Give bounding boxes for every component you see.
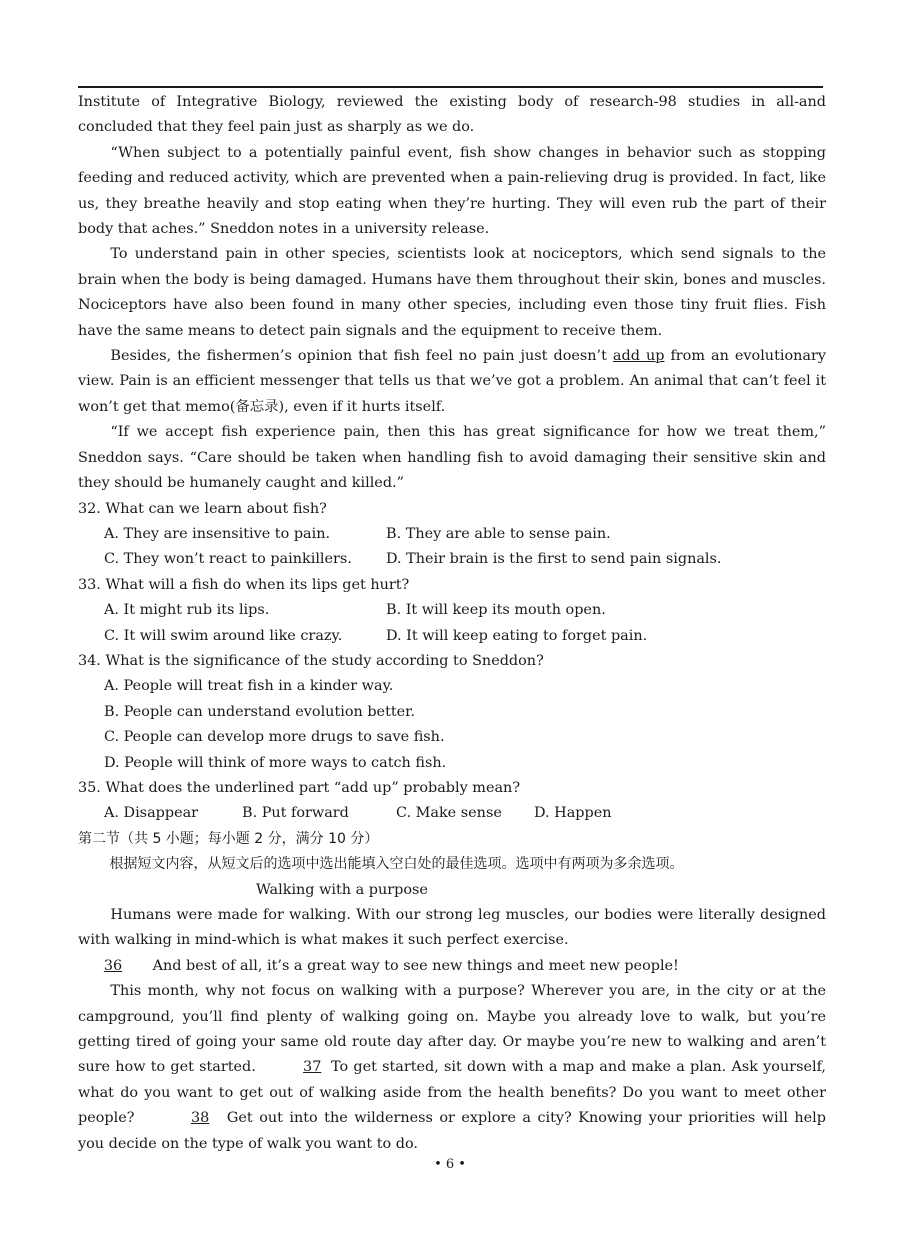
option-c: C. They won’t react to painkillers. xyxy=(104,551,352,568)
paragraph-text: Get out into the wilderness or explore a city? Knowing your priorities will help you decide on the type of walk you want to do. xyxy=(78,1110,826,1152)
option-row xyxy=(78,522,826,547)
option-c: C. People can develop more drugs to save fish. xyxy=(104,729,445,746)
paragraph-text: from an evolutionary view. Pain is an efficient messenger that tells us that we’ve got a problem. An animal that can’t feel it won’t get that memo(备忘录), even if it hurts itself. xyxy=(78,348,826,415)
option-b: B. It will keep its mouth open. xyxy=(386,602,606,619)
option-row xyxy=(78,598,826,623)
section-heading: 第二节（共 5 小题；每小题 2 分，满分 10 分） xyxy=(78,830,379,847)
question-stem: 32. What can we learn about fish? xyxy=(78,500,327,517)
option-b: B. People can understand evolution better. xyxy=(104,703,416,720)
option-b: B. They are able to sense pain. xyxy=(386,525,611,542)
option-a: A. It might rub its lips. xyxy=(104,602,270,619)
option-a: A. They are insensitive to pain. xyxy=(104,525,331,542)
paragraph-text: Besides, the fishermen’s opinion that fish feel no pain just doesn’t xyxy=(110,348,613,365)
passage-paragraph: “When subject to a potentially painful event, fish show changes in behavior such as stopping feeding and reduced activity, which are prevented when a pain-relieving drug is provided. In fact, like us, they breathe heavily and stop eating when they’re hurting. They will even rub the part of their body that aches.” Sneddon notes in a university release. xyxy=(78,144,826,238)
option-a: A. Disappear xyxy=(104,805,199,822)
question-stem: 35. What does the underlined part “add up” probably mean? xyxy=(78,779,521,796)
option-d: D. It will keep eating to forget pain. xyxy=(386,627,648,644)
exam-page xyxy=(78,90,826,1157)
underlined-phrase: add up xyxy=(612,348,665,365)
blank-36: 36 xyxy=(103,957,123,974)
section-instruction: 根据短文内容，从短文后的选项中选出能填入空白处的最佳选项。选项中有两项为多余选项。 xyxy=(109,856,684,873)
option-d: D. People will think of more ways to catch fish. xyxy=(104,754,447,771)
option-d: D. Happen xyxy=(534,805,612,822)
option-c: C. It will swim around like crazy. xyxy=(104,627,343,644)
question-stem: 33. What will a fish do when its lips get hurt? xyxy=(78,576,410,593)
paragraph-text: And best of all, it’s a great way to see new things and meet new people! xyxy=(148,957,679,974)
blank-38: 38 xyxy=(190,1110,210,1127)
paragraph-text: To get started, sit down with a map and make a plan. Ask yourself, what do you want to get out of walking aside from the health benefits? Do you want to meet other people? xyxy=(78,1059,826,1127)
passage-paragraph xyxy=(78,954,826,979)
passage-paragraph: Humans were made for walking. With our strong leg muscles, our bodies were literally designed with walking in mind-which is what makes it such perfect exercise. xyxy=(78,907,826,949)
option-c: C. Make sense xyxy=(396,805,502,822)
passage-paragraph xyxy=(78,979,826,1157)
page-number: • 6 • xyxy=(434,1157,466,1172)
top-rule xyxy=(78,86,823,88)
option-a: A. People will treat fish in a kinder way. xyxy=(104,678,394,695)
passage-paragraph: Institute of Integrative Biology, reviewed the existing body of research-98 studies in all-and concluded that they feel pain just as sharply as we do. xyxy=(78,94,826,136)
option-row xyxy=(78,624,826,649)
option-row xyxy=(78,801,826,826)
option-b: B. Put forward xyxy=(242,805,349,822)
paragraph-text: This month, why not focus on walking with a purpose? Wherever you are, in the city or at the campground, you’ll find plenty of walking going on. Maybe you already love to walk, but you’re getting tired of going your same old route day after day. Or maybe you’re new to walking and aren’t sure how to get started. xyxy=(78,983,826,1076)
passage-title: Walking with a purpose xyxy=(256,881,428,898)
passage-paragraph: To understand pain in other species, scientists look at nociceptors, which send signals to the brain when the body is being damaged. Humans have them throughout their skin, bones and muscles. Nociceptors have also been found in many other species, including even those tiny fruit flies. Fish have the same means to detect pain signals and the equipment to receive them. xyxy=(78,246,826,339)
option-row xyxy=(78,547,826,572)
passage-paragraph: “If we accept fish experience pain, then this has great significance for how we treat them,” Sneddon says. “Care should be taken when handling fish to avoid damaging their sensitive skin and they should be humanely caught and killed.” xyxy=(78,424,826,492)
question-stem: 34. What is the significance of the study according to Sneddon? xyxy=(78,652,544,669)
blank-37: 37 xyxy=(303,1059,322,1076)
option-d: D. Their brain is the first to send pain signals. xyxy=(386,551,722,568)
passage-paragraph xyxy=(78,344,826,420)
